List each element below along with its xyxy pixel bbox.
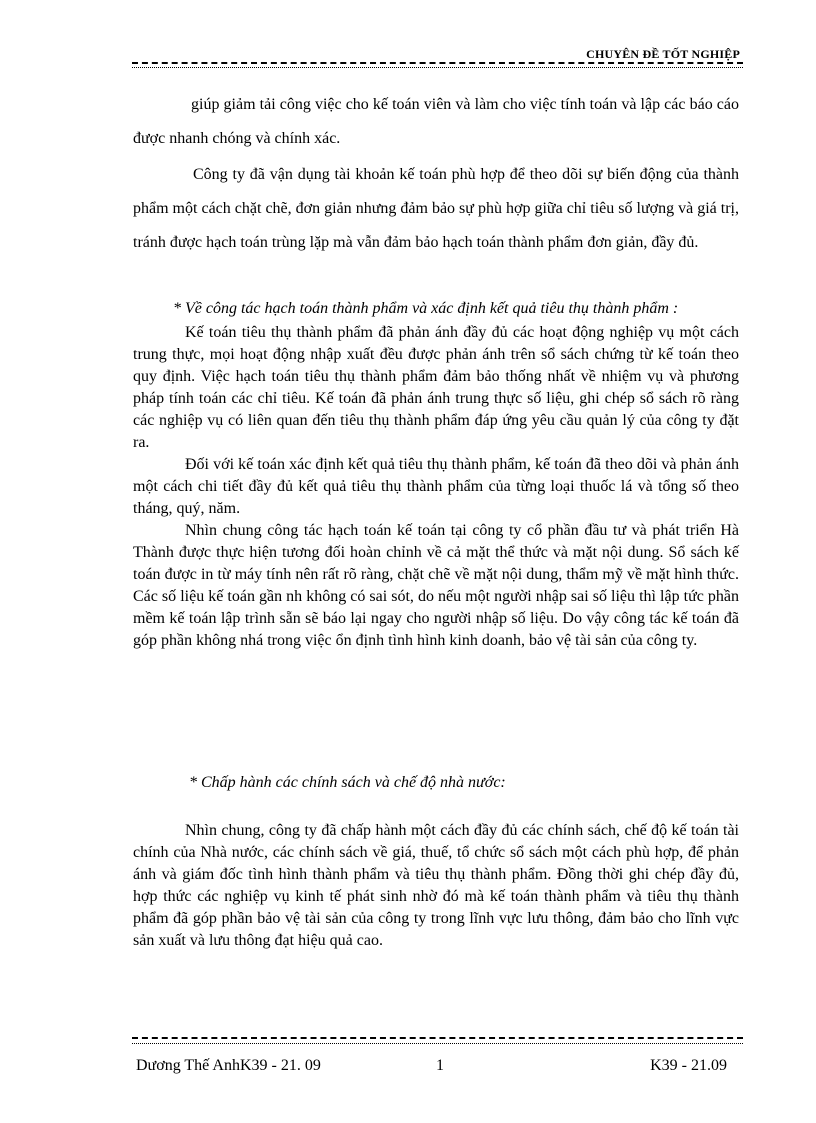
accounting-section [133,298,739,652]
intro-section [133,88,739,260]
header-divider [132,62,743,64]
body-paragraph: Nhìn chung, công ty đã chấp hành một cách đầy đủ các chính sách, chế độ kế toán tài chính của Nhà nước, các chính sách về giá, thuế, tổ chức sổ sách một cách phù hợp, để phản ánh và giám đốc tình hình thành phẩm và tiêu thụ thành phẩm. Đồng thời ghi chép đầy đủ, hợp thức các nghiệp vụ kinh tế phát sinh nhờ đó mà kế toán thành phẩm và tiêu thụ thành phẩm đã góp phần bảo vệ tài sản của công ty trong lĩnh vực lưu thông, đảm bảo cho lĩnh vực sản xuất và lưu thông đạt hiệu quả cao. [133,822,739,949]
footer-class-code: K39 - 21.09 [650,1057,727,1074]
policy-body [133,820,739,952]
policy-section [133,772,739,794]
footer-author: Dương Thế AnhK39 - 21. 09 [136,1057,321,1074]
section-heading: * Về công tác hạch toán thành phẩm và xác định kết quả tiêu thụ thành phẩm : [173,300,679,317]
body-paragraph: Kế toán tiêu thụ thành phẩm đã phản ánh đầy đủ các hoạt động nghiệp vụ một cách trung thực, mọi hoạt động nhập xuất đều được phản ánh trên sổ sách chứng từ kế toán theo quy định. Việc hạch toán tiêu thụ thành phẩm đảm bảo thống nhất về nhiệm vụ và phương pháp tính toán các chỉ tiêu. Kế toán đã phản ánh trung thực số liệu, ghi chép sổ sách rõ ràng các nghiệp vụ có liên quan đến tiêu thụ thành phẩm đáp ứng yêu cầu quản lý của công ty đặt ra. [133,324,739,451]
intro-paragraph: giúp giảm tải công việc cho kế toán viên và làm cho việc tính toán và lập các báo cáo được nhanh chóng và chính xác. [133,96,739,147]
intro-paragraph: Công ty đã vận dụng tài khoản kế toán phù hợp để theo dõi sự biến động của thành phẩm một cách chặt chẽ, đơn giản nhưng đảm bảo sự phù hợp giữa chỉ tiêu số lượng và giá trị, tránh được hạch toán trùng lặp mà vẫn đảm bảo hạch toán thành phẩm đơn giản, đầy đủ. [133,166,739,251]
body-paragraph: Nhìn chung công tác hạch toán kế toán tại công ty cổ phần đầu tư và phát triển Hà Thành được thực hiện tương đối hoàn chỉnh về cả mặt thể thức và mặt nội dung. Sổ sách kế toán được in từ máy tính nên rất rõ ràng, chặt chẽ về mặt nội dung, thẩm mỹ về mặt hình thức. Các số liệu kế toán gần nh không có sai sót, do nếu một người nhập sai số liệu thì lập tức phần mềm kế toán lập trình sẵn sẽ báo lại ngay cho người nhập số liệu. Do vậy công tác kế toán đã góp phần không nhá trong việc ổn định tình hình kinh doanh, bảo vệ tài sản của công ty. [133,522,739,649]
header-divider-dotted [132,67,743,68]
footer-divider [132,1037,743,1039]
page-number: 1 [436,1057,444,1074]
section-heading: * Chấp hành các chính sách và chế độ nhà nước: [189,774,506,791]
footer-divider-dotted [132,1043,743,1044]
header-title: CHUYÊN ĐỀ TỐT NGHIỆP [586,47,740,61]
body-paragraph: Đối với kế toán xác định kết quả tiêu thụ thành phẩm, kế toán đã theo dõi và phản ánh một cách chi tiết đầy đủ kết quả tiêu thụ thành phẩm của từng loại thuốc lá và tổng số theo tháng, quý, năm. [133,456,739,517]
